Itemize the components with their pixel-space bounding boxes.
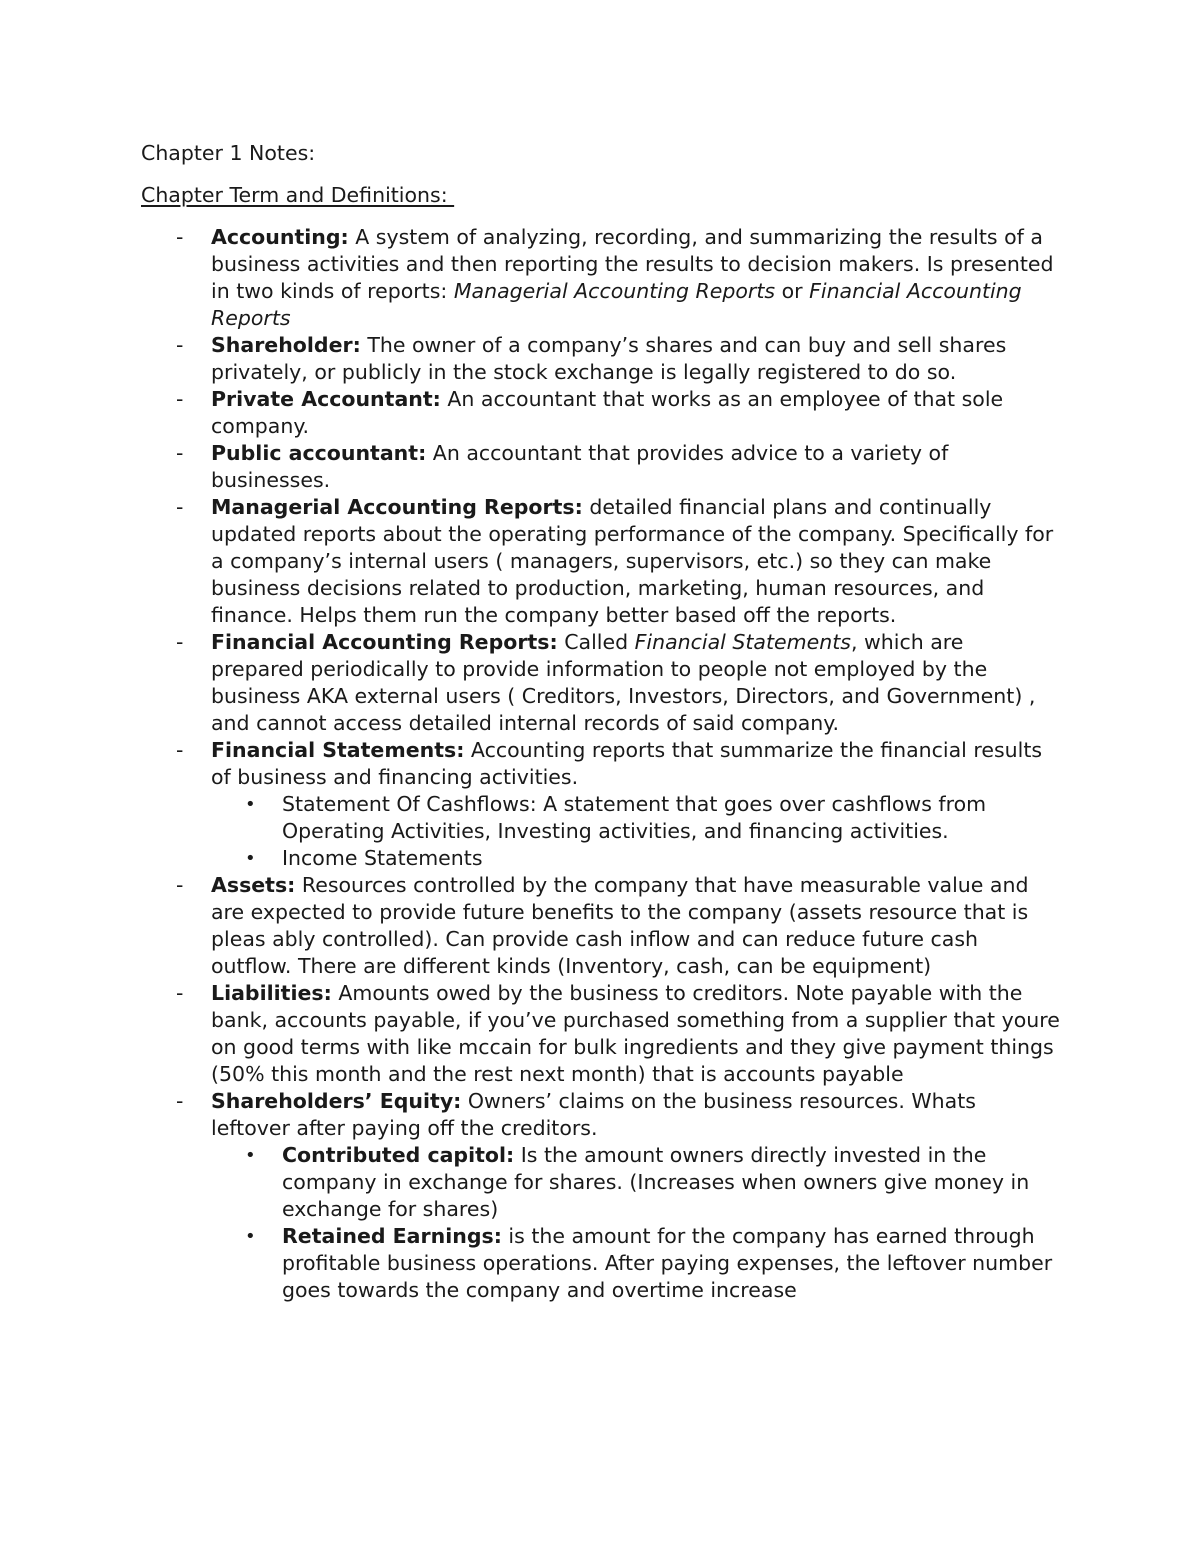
term-definition: Accounting reports that summarize the financial results of business and financing activities.: [211, 738, 1043, 789]
term-definition: Amounts owed by the business to creditors. Note payable with the bank, accounts payable, if you’ve purchased something from a supplier that youre on good terms with like mccain for bulk ingredients and they give payment things (50% this month and the rest next month) that is accounts payable: [211, 981, 1060, 1086]
sub-term-label: Retained Earnings:: [282, 1224, 502, 1248]
term-italic: Financial Statements: [634, 630, 851, 654]
sub-item-text: Statement Of Cashflows: A statement that goes over cashflows from Operating Activities, Investing activities, and financing activities.: [282, 792, 987, 843]
term-definition: , which are prepared periodically to provide information to people not employed by the business AKA external users ( Creditors, Investors, Directors, and Government) , and cannot access detailed internal records of said company.: [211, 630, 1036, 735]
bullet: •: [245, 794, 256, 815]
term-label: Assets:: [211, 873, 296, 897]
term-definition: An accountant that works as an employee of that sole company.: [211, 387, 1004, 438]
term-item-public-accountant: [141, 440, 1061, 494]
term-definition: Owners’ claims on the business resources. Whats leftover after paying off the creditors.: [211, 1089, 976, 1140]
term-label: Public accountant:: [211, 441, 427, 465]
term-definition: Called: [557, 630, 635, 654]
list-dash: -: [176, 441, 184, 465]
term-label: Private Accountant:: [211, 387, 441, 411]
term-definition: detailed financial plans and continually updated reports about the operating performance of the company. Specifically for a company’s internal users ( managers, supervisors, etc.) so they can make business decisions related to production, marketing, human resources, and finance. Helps them run the company better based off the reports.: [211, 495, 1054, 627]
sub-term-label: Contributed capitol:: [282, 1143, 515, 1167]
sub-item: [211, 845, 1061, 872]
term-definition: Resources controlled by the company that have measurable value and are expected to provide future benefits to the company (assets resource that is pleas ably controlled). Can provide cash inflow and can reduce future cash outflow. There are different kinds (Inventory, cash, can be equipment): [211, 873, 1029, 978]
list-dash: -: [176, 387, 184, 411]
term-item-managerial-accounting-reports: [141, 494, 1061, 629]
list-dash: -: [176, 225, 184, 249]
list-dash: -: [176, 1089, 184, 1113]
term-definition: An accountant that provides advice to a variety of businesses.: [211, 441, 949, 492]
term-label: Managerial Accounting Reports:: [211, 495, 583, 519]
term-definition: or: [775, 279, 810, 303]
term-item-shareholders-equity: [141, 1088, 1061, 1304]
term-label: Financial Accounting Reports:: [211, 630, 558, 654]
list-dash: -: [176, 630, 184, 654]
sub-item: [211, 1142, 1061, 1223]
sub-item-text: Income Statements: [282, 846, 483, 870]
list-dash: -: [176, 981, 184, 1005]
list-dash: -: [176, 873, 184, 897]
term-label: Shareholders’ Equity:: [211, 1089, 462, 1113]
sub-list: [211, 791, 1061, 872]
term-label: Accounting:: [211, 225, 349, 249]
list-dash: -: [176, 495, 184, 519]
term-definition: The owner of a company’s shares and can buy and sell shares privately, or publicly in the stock exchange is legally registered to do so.: [211, 333, 1007, 384]
bullet: •: [245, 1145, 256, 1166]
term-definition: A system of analyzing, recording, and summarizing the results of a business activities and then reporting the results to decision makers. Is presented in two kinds of reports:: [211, 225, 1054, 303]
sub-term-definition: is the amount for the company has earned through profitable business operations. After paying expenses, the leftover number goes towards the company and overtime increase: [282, 1224, 1053, 1302]
sub-item: [211, 1223, 1061, 1304]
term-label: Financial Statements:: [211, 738, 465, 762]
term-item-financial-accounting-reports: [141, 629, 1061, 737]
sub-list: [211, 1142, 1061, 1304]
sub-term-definition: Is the amount owners directly invested in the company in exchange for shares. (Increases when owners give money in exchange for shares): [282, 1143, 1030, 1221]
term-italic: Managerial Accounting Reports: [453, 279, 776, 303]
bullet: •: [245, 848, 256, 869]
document-page: [141, 140, 1061, 1304]
term-label: Liabilities:: [211, 981, 332, 1005]
sub-item: [211, 791, 1061, 845]
list-dash: -: [176, 738, 184, 762]
term-item-private-accountant: [141, 386, 1061, 440]
term-label: Shareholder:: [211, 333, 361, 357]
term-item-shareholder: [141, 332, 1061, 386]
list-dash: -: [176, 333, 184, 357]
term-item-accounting: [141, 224, 1061, 332]
term-item-assets: [141, 872, 1061, 980]
terms-list: [141, 224, 1061, 1304]
bullet: •: [245, 1226, 256, 1247]
term-item-liabilities: [141, 980, 1061, 1088]
document-title: Chapter 1 Notes:: [141, 141, 316, 165]
term-italic: Financial Accounting Reports: [211, 279, 1022, 330]
term-item-financial-statements: [141, 737, 1061, 872]
section-heading: Chapter Term and Definitions:: [141, 183, 455, 207]
